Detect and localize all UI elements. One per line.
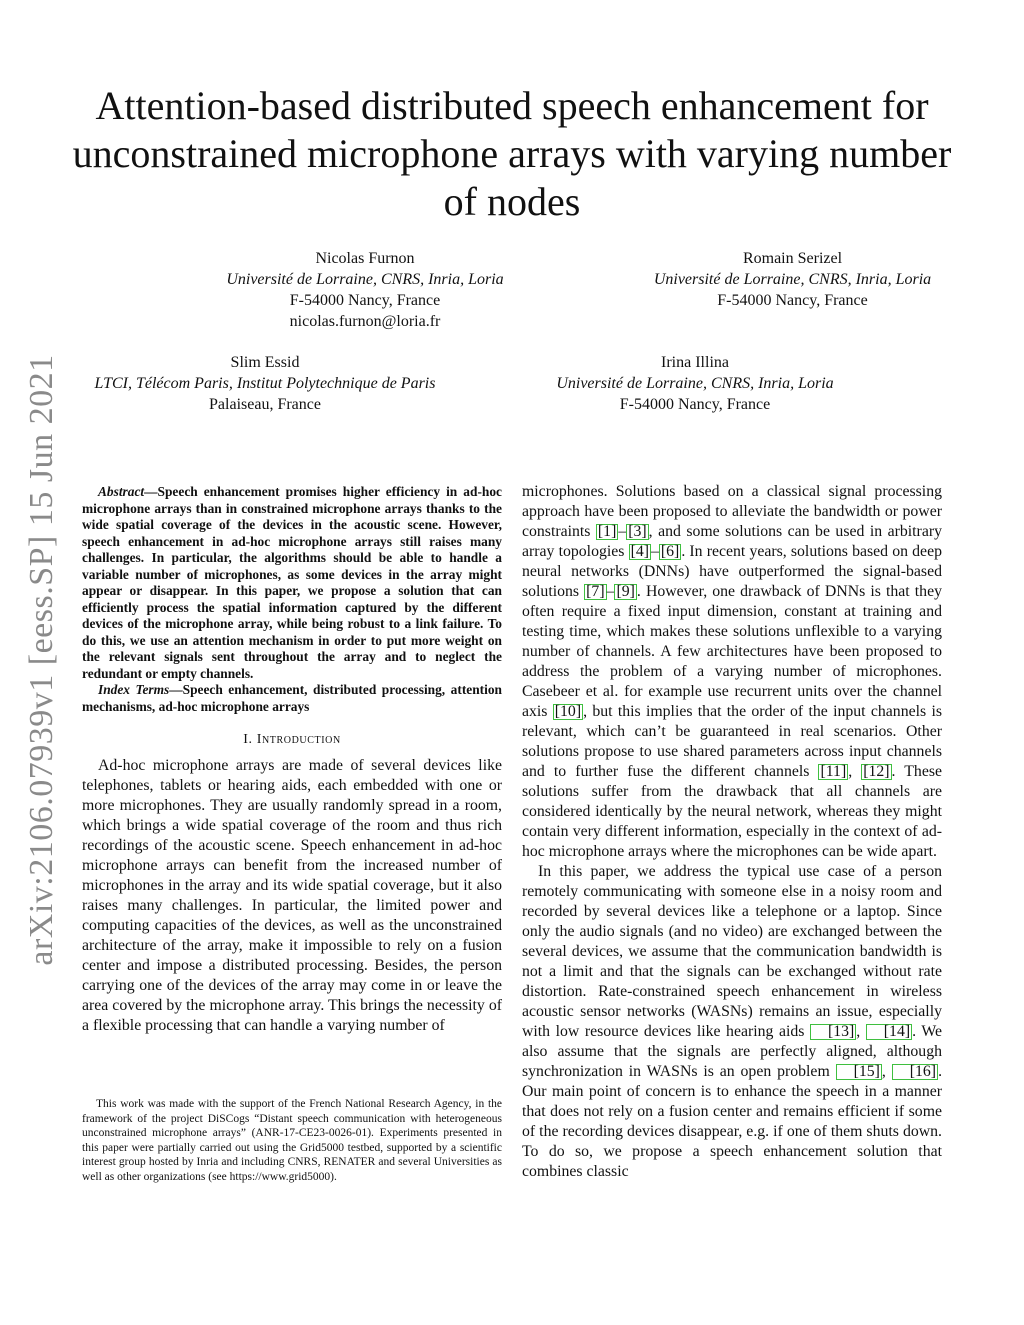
citation-link[interactable]: [6]: [660, 543, 680, 560]
text-run: , but this implies that the order of the input channels is relevant, which can’t be guaranteed in real scenarios. Other solutions propose to use shared parameters across input channels and to further fuse the different channels: [522, 703, 942, 780]
text-run: –: [618, 523, 627, 540]
abstract-label: Abstract: [98, 484, 145, 499]
index-terms: [82, 682, 502, 715]
paper-title: Attention-based distributed speech enhancement for unconstrained microphone arrays with varying number of nodes: [72, 83, 952, 224]
text-run: ,: [848, 763, 862, 780]
author-name: Slim Essid: [230, 354, 300, 371]
author-address: F-54000 Nancy, France: [717, 292, 868, 309]
citation-link[interactable]: [9]: [616, 583, 635, 600]
body-paragraph: [522, 482, 942, 862]
author-affiliation: LTCI, Télécom Paris, Institut Polytechnique de Paris: [94, 375, 436, 392]
citation-link[interactable]: [14]: [866, 1024, 912, 1040]
index-terms-label: Index Terms: [98, 682, 170, 697]
author-affiliation: Université de Lorraine, CNRS, Inria, Loria: [226, 271, 504, 288]
citation-link[interactable]: [3]: [628, 523, 647, 540]
section-title: Introduction: [256, 732, 341, 747]
author-name: Irina Illina: [661, 354, 729, 371]
text-run: In this paper, we address the typical use case of a person remotely communicating with someone else in a noisy room and recorded by several devices like a telephone or a laptop. Since only the audio signals (and no video) are exchanged between the several devices, we assume that the communication bandwidth is not a limit and that the signals can be exchanged without rate distortion. Rate-constrained speech enhancement in wireless acoustic sensor networks (WASNs) remains an issue, especially with low resource devices like hearing aids: [522, 863, 942, 1040]
text-run: –: [650, 543, 659, 560]
author-block-2: [620, 248, 965, 311]
text-run: . In recent years, solutions based on deep neural networks (DNNs) have outperformed the signal-based solutions: [522, 543, 942, 600]
author-address: Palaiseau, France: [209, 396, 321, 413]
abstract-text: —Speech enhancement promises higher efficiency in ad-hoc microphone arrays than in constrained microphone arrays thanks to the wide spatial coverage of the devices in the acoustic scene. However, speech enhancement in ad-hoc microphone arrays still raises many challenges. In particular, the algorithms should be able to handle a variable number of microphones, as some devices in the array might appear or disappear. In this paper, we propose a solution that can efficiently process the spatial information captured by the different devices of the microphone array, while being robust to a link failure. To do this, we use an attention mechanism in order to put more weight on the relevant signals sent throughout the array and to neglect the redundant or empty channels.: [82, 484, 502, 681]
footnote: This work was made with the support of the French National Research Agency, in the framework of the project DiSCogs “Distant speech communication with heterogeneous unconstrained microphone arrays” (ANR-17-CE23-0026-01). Experiments presented in this paper were partially carried out using the Grid5000 testbed, supported by a scientific interest group hosted by Inria and including CNRS, RENATER and several Universities as well as other organizations (see https://www.grid5000).: [82, 1098, 502, 1183]
author-name: Romain Serizel: [742, 250, 843, 267]
intro-paragraph: Ad-hoc microphone arrays are made of several devices like telephones, tablets or hearing aids, each embedded with one or more microphones. They are usually randomly spread in a room, which brings a wide spatial coverage of the room and thus rich recordings of the acoustic scene. Speech enhancement in ad-hoc microphone arrays can benefit from the increased number of microphones in the array and its wide spatial coverage, but it also raises many challenges. In particular, the limited power and computing capacities of the devices, as well as the unconstrained architecture of the array, make it impossible to rely on a fusion center and impose a distributed processing. Besides, the person carrying one of the devices of the array may come in or leave the area covered by the microphone array. This brings the necessity of a flexible processing that can handle a varying number of: [82, 757, 502, 1034]
citation-link[interactable]: [13]: [810, 1024, 856, 1040]
author-block-3: [55, 352, 475, 415]
citation-link[interactable]: [15]: [836, 1064, 882, 1080]
author-block-1: [190, 248, 540, 332]
citation-link[interactable]: [7]: [586, 583, 605, 600]
citation-link[interactable]: [12]: [863, 763, 890, 780]
author-address: F-54000 Nancy, France: [619, 396, 771, 413]
text-run: –: [606, 583, 615, 600]
text-run: . These solutions suffer from the drawback that all channels are considered identically by the neural network, whereas they might contain very different information, especially in the context of ad-hoc microphone arrays where the microphones can be wide apart.: [522, 763, 942, 860]
author-block-4: [520, 352, 870, 415]
text-run: . Our main point of concern is to enhance the speech in a manner that does not rely on a fusion center and remains efficient if some of the recording devices disappear, e.g. if one of them shuts down. To do so, we propose a speech enhancement solution that combines classic: [522, 1063, 943, 1180]
left-column: [82, 484, 502, 1036]
author-affiliation: Université de Lorraine, CNRS, Inria, Loria: [653, 271, 932, 288]
arxiv-identifier: arXiv:2106.07939v1 [eess.SP] 15 Jun 2021: [23, 354, 60, 966]
citation-link[interactable]: [4]: [630, 543, 649, 560]
author-address: F-54000 Nancy, France: [289, 292, 441, 309]
right-column: [522, 482, 942, 1182]
text-run: ,: [881, 1063, 892, 1080]
citation-link[interactable]: [16]: [892, 1064, 938, 1080]
section-heading: [82, 732, 502, 748]
text-run: . We also assume that the signals are perfectly aligned, although synchronization in WASNs is an open problem: [522, 1023, 942, 1080]
citation-link[interactable]: [11]: [820, 763, 847, 780]
section-number: I.: [243, 732, 257, 747]
author-name: Nicolas Furnon: [315, 250, 415, 267]
citation-link[interactable]: [10]: [554, 703, 582, 720]
text-run: , and some solutions can be used in arbitrary array topologies: [522, 523, 942, 560]
body-paragraph: [522, 862, 942, 1182]
author-affiliation: Université de Lorraine, CNRS, Inria, Loria: [556, 375, 834, 392]
text-run: . However, one drawback of DNNs is that they often require a fixed input dimension, constant at training and testing time, which makes these solutions unflexible to a varying number of channels. A few architectures have been proposed to address the problem of a varying number of microphones. Casebeer et al. for example use recurrent units over the channel axis: [522, 583, 942, 720]
text-run: microphones. Solutions based on a classical signal processing approach have been proposed to alleviate the bandwidth or power constraints: [522, 483, 942, 540]
author-email: nicolas.furnon@loria.fr: [289, 313, 441, 330]
text-run: ,: [856, 1023, 866, 1040]
index-terms-text: —Speech enhancement, distributed processing, attention mechanisms, ad-hoc microphone arrays: [82, 682, 502, 714]
abstract: [82, 484, 502, 682]
citation-link[interactable]: [1]: [597, 523, 617, 540]
